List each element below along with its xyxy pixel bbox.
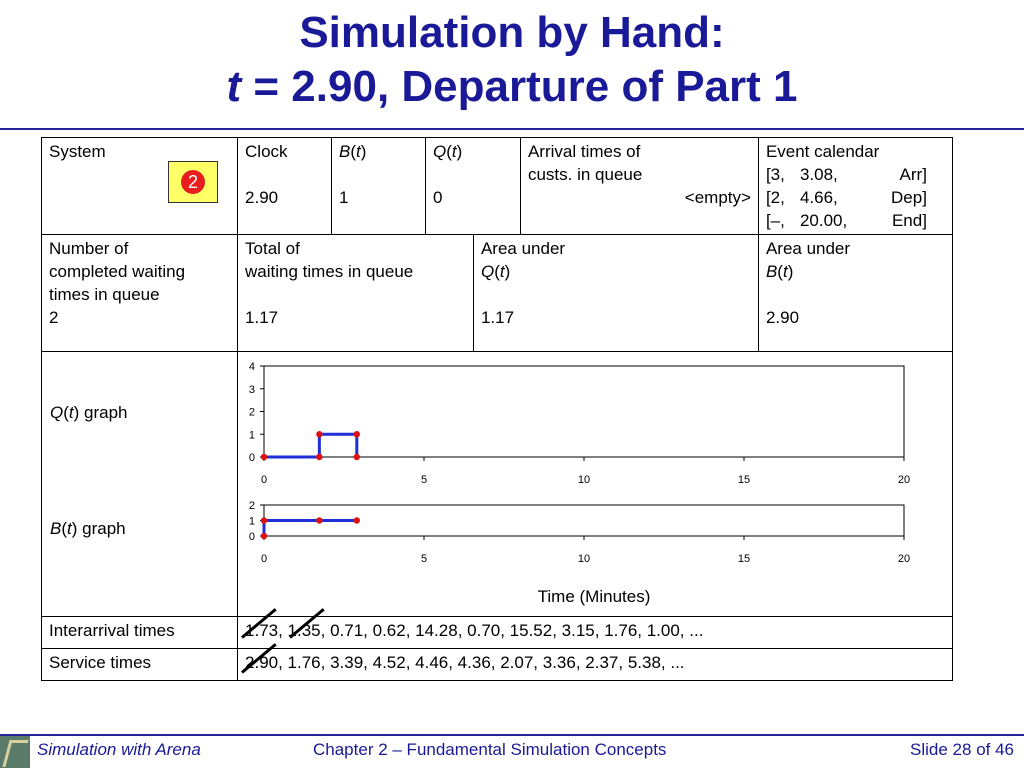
area-q-value: 1.17 <box>480 308 515 327</box>
data-point <box>354 431 360 437</box>
interarrival-label: Interarrival times <box>42 617 238 649</box>
area-q-label: Area under <box>480 239 566 258</box>
calendar-entry-type: End] <box>891 211 927 230</box>
service-values-cell <box>238 649 953 681</box>
arrival-label-1: Arrival times of <box>527 142 641 161</box>
area-q-var: Q(t) <box>480 262 511 281</box>
bt-label: B(t) <box>339 142 367 161</box>
bt-graph-label: B(t) graph <box>50 519 126 538</box>
bt-graph-text: graph <box>77 519 126 538</box>
calendar-cell <box>758 138 952 235</box>
qt-cell <box>425 138 520 235</box>
qt-graph-label: Q(t) graph <box>50 403 128 422</box>
area-b-var: B(t) <box>765 262 794 281</box>
total-waiting-cell <box>238 235 474 352</box>
num-completed-value: 2 <box>49 308 59 327</box>
slide-title <box>0 6 1024 114</box>
data-point <box>354 517 360 523</box>
bt-cell <box>332 138 426 235</box>
footer-center: Chapter 2 – Fundamental Simulation Concepts <box>313 740 667 759</box>
num-completed-label-1: Number of <box>49 239 129 258</box>
y-tick-label: 0 <box>248 531 256 543</box>
interarrival-values-cell <box>238 617 953 649</box>
area-q-var-arg: t <box>499 262 505 281</box>
qt-graph-arg: t <box>68 403 74 422</box>
calendar-label: Event calendar <box>765 142 880 161</box>
x-tick-label: 0 <box>260 553 268 565</box>
y-tick-label: 2 <box>248 500 256 512</box>
bt-graph-arg: t <box>67 519 72 538</box>
graphs-cell <box>238 352 953 617</box>
arena-logo-icon <box>0 736 30 768</box>
service-row <box>42 649 953 681</box>
qt-graph-text: graph <box>79 403 128 422</box>
interarrival-row <box>42 617 953 649</box>
calendar-entry-time: 4.66, <box>799 188 838 207</box>
calendar-entry-time: 20.00, <box>799 211 848 230</box>
qt-graph-var: Q <box>50 403 64 422</box>
bt-chart <box>249 500 910 565</box>
area-b-cell <box>758 235 952 352</box>
area-q-var-name: Q <box>480 262 495 281</box>
clock-label: Clock <box>245 142 288 161</box>
title-line-1: Simulation by Hand: <box>299 8 725 57</box>
x-tick-label: 20 <box>897 553 911 565</box>
bt-value: 1 <box>339 188 349 207</box>
clock-cell <box>238 138 332 235</box>
data-point <box>261 517 267 523</box>
y-tick-label: 2 <box>248 406 256 419</box>
bt-label-arg: t <box>356 142 361 161</box>
system-count: 2 <box>181 170 205 194</box>
y-tick-label: 1 <box>248 515 256 528</box>
num-completed-label-2: completed waiting <box>49 262 186 281</box>
calendar-entry <box>766 209 945 232</box>
calendar-entry-part: [3, <box>765 165 785 184</box>
num-completed-label-3: times in queue <box>49 285 160 304</box>
service-values: 2.90, 1.76, 3.39, 4.52, 4.46, 4.36, 2.07, 3.36, 2.37, 5.38, ... <box>245 653 685 672</box>
x-tick-label: 20 <box>897 474 911 486</box>
calendar-entry-time: 3.08, <box>799 165 838 184</box>
y-tick-label: 1 <box>248 429 256 442</box>
total-waiting-label-1: Total of <box>245 239 300 258</box>
simulation-table <box>41 137 953 681</box>
plot-area <box>264 366 904 457</box>
time-axis-label: Time (Minutes) <box>537 587 651 606</box>
title-rest: = 2.90, Departure of Part 1 <box>241 62 798 111</box>
area-b-var-name: B <box>765 262 778 281</box>
footer-left: Simulation with Arena <box>37 740 201 759</box>
arrival-value: <empty> <box>684 188 751 207</box>
qt-label-var: Q <box>432 142 447 161</box>
x-tick-label: 5 <box>420 553 428 565</box>
x-tick-label: 0 <box>260 474 268 486</box>
data-point <box>316 431 322 437</box>
x-tick-label: 15 <box>737 553 751 565</box>
arrival-label-2: custs. in queue <box>527 165 643 184</box>
y-tick-label: 0 <box>248 452 256 464</box>
clock-value: 2.90 <box>245 188 279 207</box>
data-point <box>316 517 322 523</box>
x-tick-label: 10 <box>577 553 591 565</box>
total-waiting-label-2: waiting times in queue <box>245 262 414 281</box>
area-b-var-arg: t <box>782 262 788 281</box>
y-tick-label: 3 <box>248 383 256 396</box>
qt-value: 0 <box>432 188 443 207</box>
service-label: Service times <box>42 649 238 681</box>
calendar-entry-type: Arr] <box>899 165 927 184</box>
x-tick-label: 5 <box>420 474 428 486</box>
data-point <box>261 454 267 460</box>
series-line <box>264 521 357 537</box>
qt-chart <box>249 361 910 486</box>
qt-label-arg: t <box>451 142 457 161</box>
calendar-entry-type: Dep] <box>891 188 927 207</box>
footer-divider <box>0 734 1024 736</box>
graph-labels-cell <box>42 352 238 617</box>
data-point <box>354 454 360 460</box>
system-cell <box>42 138 238 235</box>
area-b-value: 2.90 <box>765 308 800 327</box>
graphs-svg <box>238 352 950 610</box>
area-b-label: Area under <box>765 239 851 258</box>
calendar-entry <box>766 186 945 209</box>
system-badge <box>168 161 218 203</box>
bt-graph-var: B <box>50 519 62 538</box>
bt-label-var: B <box>339 142 351 161</box>
arrival-cell <box>520 138 758 235</box>
data-point <box>261 533 267 539</box>
title-divider <box>0 128 1024 130</box>
system-row <box>42 138 953 235</box>
series-line <box>264 434 357 457</box>
title-line-2 <box>0 60 1024 114</box>
x-tick-label: 15 <box>737 474 751 486</box>
y-tick-label: 4 <box>248 361 256 373</box>
title-var: t <box>226 62 242 111</box>
calendar-entry-part: [–, <box>765 211 785 230</box>
interarrival-values: 1.73, 1.35, 0.71, 0.62, 14.28, 0.70, 15.52, 3.15, 1.76, 1.00, ... <box>245 621 704 640</box>
footer-right: Slide 28 of 46 <box>910 740 1014 759</box>
qt-label: Q(t) <box>432 142 463 161</box>
statistics-row <box>42 235 953 352</box>
x-tick-label: 10 <box>577 474 591 486</box>
total-waiting-value: 1.17 <box>245 308 279 327</box>
area-q-cell <box>473 235 758 352</box>
graph-row <box>42 352 953 617</box>
system-label: System <box>49 142 106 161</box>
calendar-entry <box>766 163 945 186</box>
num-completed-cell <box>42 235 238 352</box>
calendar-entry-part: [2, <box>765 188 785 207</box>
data-point <box>316 454 322 460</box>
